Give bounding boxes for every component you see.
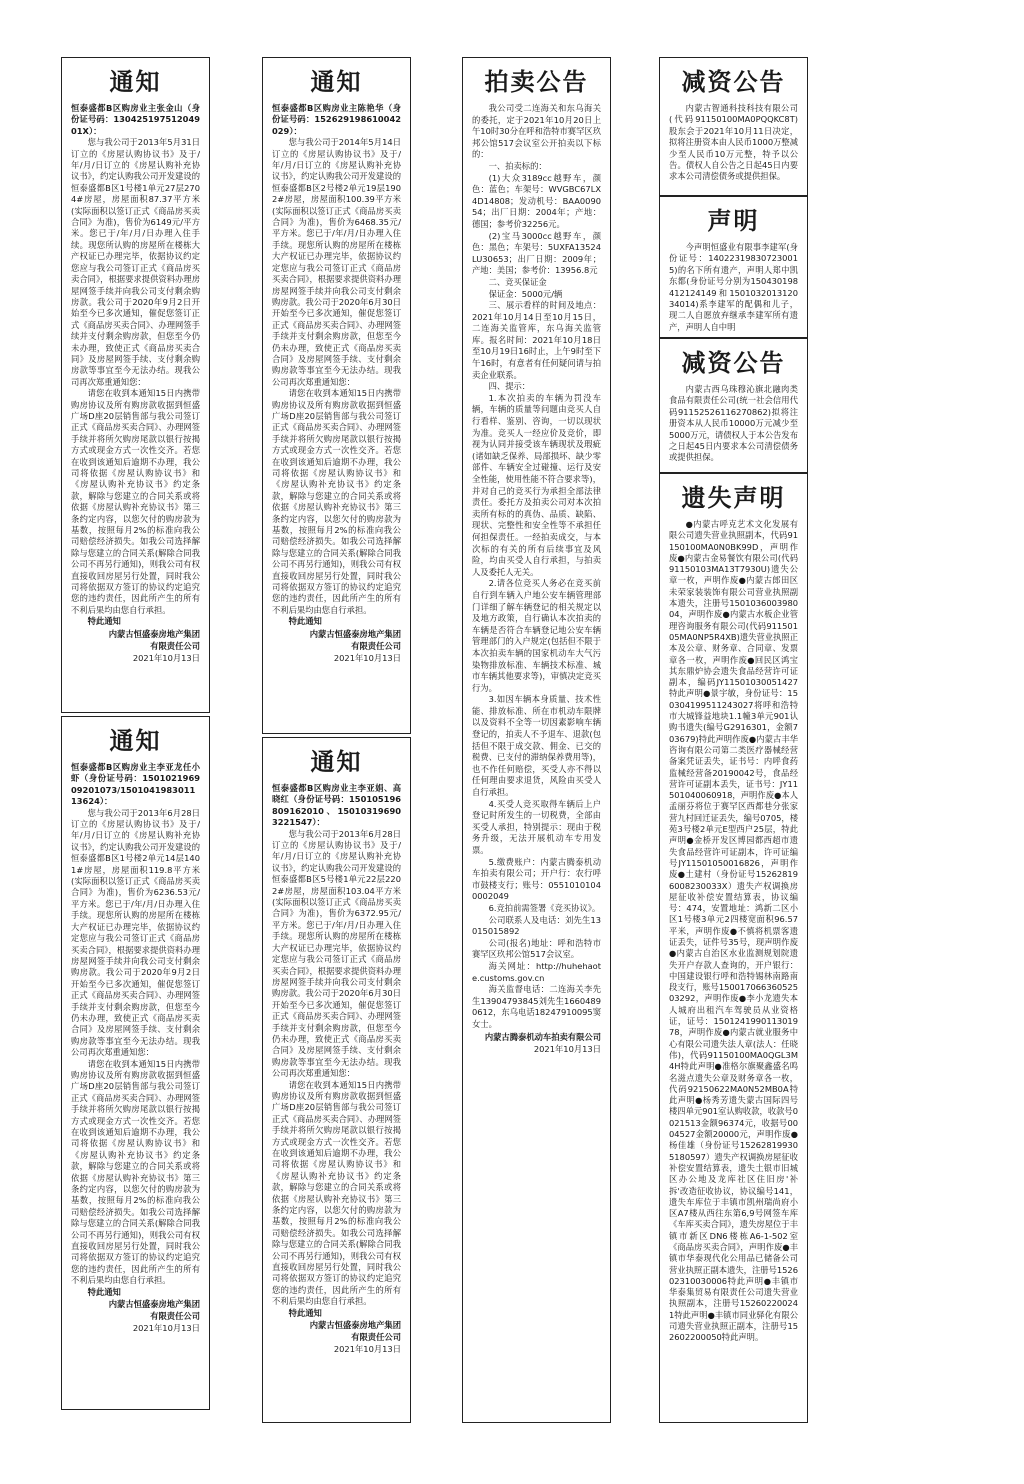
auction-box — [462, 57, 611, 1423]
notice-closing: 特此通知 — [288, 616, 322, 627]
statement-text: 今声明恒盛业有限事李建军(身份证号：140223198307230015)的名下所有遗产，声明人郑中凯东都(身份证号分别为150430198412124149和150103201312034014)系李建军的配偶和儿子，现二人自愿放弃继承李建军所有遗产，声明人自中明 — [669, 242, 798, 332]
statement-box — [659, 196, 808, 338]
auction-paragraph: 公司联系人及电话：刘先生13015015892 — [472, 914, 601, 937]
notice-closing: 特此通知 — [288, 1307, 322, 1318]
auction-paragraph: 1.本次拍卖的车辆为罚没车辆，车辆的质量等问题由竞买人自行看样、鉴别、咨询，一切以现状为准。竞买人一经应价及竞价，即视为认同并接受该车辆现状及瑕疵(诸如缺乏保养、局部损坏、缺少零部件、车辆安全过碰撞、运行及安全性能，使用性能不符合要求等)，并对自己的竞买行为承担全部法律责任。委托方及拍卖公司对本次拍卖所有标的的真伪、品质、缺陷、现状、完整性和安全性等不承担任何担保责任。一经拍卖成交，与本次标的有关的所有后续事宜及风险，均由买受人自行承担，与拍卖人及委托人无关。 — [472, 392, 601, 577]
reduce-capital-box-1 — [659, 57, 808, 196]
notice-body — [62, 103, 209, 628]
notice-date: 2021年10月13日 — [333, 1344, 401, 1355]
auction-paragraph: (2)宝马3000cc越野车，颜色：黑色；车架号：5UXFA13524LU30653；出厂日期：2009年；产地：美国；参考价：13956.8元 — [472, 230, 601, 276]
auction-paragraph: 公司(报名)地址：呼和浩特市赛罕区玖邦公馆517会议室。 — [472, 937, 601, 960]
notice-addressee: 恒泰盛都B区购房业主李亚龙任小虾（身份证号码：150102196909201073/150104198301113624）： — [71, 762, 200, 807]
notice-closing: 特此通知 — [87, 616, 121, 627]
signature-line: 内蒙古恒盛泰房地产集团 — [108, 628, 200, 639]
auction-paragraph: 海关监督电话：二连海关李先生13904793845刘先生16604890612，东乌电话18247910095窦女士。 — [472, 984, 601, 1029]
reduce-capital-text: 内蒙古西乌珠穆沁旗北融肉类食品有限责任公司(统一社会信用代码91152526116270862)拟将注册资本从人民币10000万元减少至5000万元，请债权人于本公告发布之日起45日内要求本公司清偿债务或提供担保。 — [669, 384, 798, 463]
auction-paragraph: 我公司受二连海关和东乌海关的委托，定于2021年10月20日上午10时30分在呼和浩特市赛罕区玖邦公馆517会议室公开拍卖以下标的： — [472, 103, 601, 160]
lost-statement-text: ●内蒙古呼克艺术文化发展有限公司遗失营业执照副本，代码91150100MA0N0BK99D，声明作废●内蒙古金易餐饮有限公司(代码91150103MA13T7930U)遗失公章一枚，声明作废●内蒙古郎田区未荣家装装饰有限公司营业执照副本遗失，注册号150103600398004，声明作废●内蒙古水板企业管理咨询服务有限公司(代码91150105MA0NP5R4XB)遗失营业执照正本及公章、财务章、合同章、发票章各一枚，声明作废●回民区鸿宝其东鼎炉协会遗失食品经营许可证副本，编码JY11501030051427特此声明●景宇敏，身份证号：150304199511243027将呼和浩特市大城锋益地块1.1幢3单元901认购书遗失(编号G2916301，金额703679)特此声明作废●内蒙古丰华咨询有限公司第二类医疗器械经营备案凭证丢失，证书号：内呼食药监械经营备20190042号，食品经营许可证副本丢失，证书号：JY11501040060918，声明作废●本人孟丽芬将位于赛罕区西都巷分张家营九村回迁证丢失，编号0705，楼苑3号楼2单元E型西户25层，特此声明●金桥开发区博园都西超市遗失食品经营许可证副本，许可证编号JY11501050016826，声明作废●土建村（身份证号152628196008230033X）遗失产权调换房屋征收补偿安置结算表，协议编号：474，安置地址：鸿新二区小区1号楼3单元2四楼宽面积96.57平米，声明作废●不慎将机票客遗证丢失，证件号35号，现声明作废●内蒙古自治区水业监测规划院遗失开户存款人查询的，开户银行：中国建设银行呼和浩特锡林南路南段支行，账号15001706636052503292，声明作废●李小龙遗失本人城府出租汽车驾驶员从业资格证，证号：150124199011301978，声明作废●内蒙古就业服务中心有限公司遗失法人章(法人：任晓伟)，代码91150100MA0QGL3M4H特此声明●准格尔旗聚鑫盛名鸣名滋点遗失公章及财务章各一枚，代码92150622MA0N52MB0A特此声明●杨秀芳遗失蒙古国际四号楼四单元901室认购收款，收款号0021513金额96374元，收据号0004527金额20000元，声明作废●杨佳雄（身份证号152628199305180597）遗失产权调换房屋征收补偿安置结算表，遗失土银市旧城区办公地及龙库社区住旧房'补拆'改造征收协议，协议编号141，遗失车库位于丰镇市凯州瑞尚府小区A7楼从西往东第6,9号网签车库《车库买卖合同》，遗失房屋位于丰镇市新区DN6楼栋A6-1-502室《商品房买卖合同》，声明作废●丰镇市华泰现代化公用品已储备公司营业执照正副本遗失，注册号152602310030006特此声明●丰镇市华泰集贸易有限责任公司遗失营业执照副本，注册号152602200241特此声明●丰镇市同业驿化有限公司遗失营业执照正副本，注册号152602200050特此声明。 — [669, 519, 798, 1343]
notice-closing: 特此通知 — [87, 1286, 121, 1297]
auction-paragraph: 5.缴费账户：内蒙古腾泰机动车拍卖有限公司；开户行：农行呼市鼓楼支行；账号：05510101040002049 — [472, 856, 601, 902]
lost-statement-body — [660, 519, 807, 1344]
auction-date: 2021年10月13日 — [533, 1043, 601, 1054]
notice-addressee: 恒泰盛都B区购房业主李亚娟、高晓红（身份证号码：150105196809162010、150103196903221547）： — [272, 783, 401, 828]
notice-date: 2021年10月13日 — [333, 652, 401, 663]
notice-paragraph: 请您在收到本通知15日内携带购房协议及所有购房款收据到恒盛广场D座20层销售部与我公司签订正式《商品房买卖合同》、办理网签手续并将所欠购房尾款以银行按揭方式或现金方式一次性交齐。若您在收到该通知后逾期不办理，我公司将依据《房屋认购协议书》和《房屋认购补充协议书》约定条款，解除与您建立的合同关系或将依据《房屋认购补充协议书》第三条约定内容，以您欠付的购房款为基数，按照每月2%的标准向我公司赔偿经济损失。如我公司选择解除与您建立的合同关系(解除合同我公司不再另行通知)，则我公司有权直接收回房屋另行处置，同时我公司将依据双方签订的协议约定追究您的违约责任，因此所产生的所有不利后果均由您自行承担。 — [71, 1058, 200, 1286]
notice-box-2 — [61, 716, 210, 1410]
reduce-capital-text: 内蒙古智通科技科技有限公司(代码91150100MA0PQQKC8T)股东会于2021年10月11日决定，拟将注册资本由人民币1000万整减少至人民币10万元整，特予以公告。债权人自公告之日起45日内要求本公司清偿债务或提供担保。 — [669, 103, 798, 182]
auction-paragraph: 2.请各位竞买人务必在竞买前自行到车辆入户地公安车辆管理部门详细了解车辆登记的相关规定以及地方政策，自行确认本次拍卖的车辆是否符合车辆登记地公安车辆管理部门的入户规定(包括但不限于本次拍卖车辆的国家机动车大气污染物排放标准、车辆技术标准、城市车辆其他要求等)，审慎决定竞买行为。 — [472, 578, 601, 693]
signature-line: 有限责任公司 — [150, 1311, 200, 1322]
auction-paragraph: 一、拍卖标的： — [488, 160, 547, 171]
auction-paragraph: 二、竞买保证金 — [488, 276, 547, 287]
statement-body — [660, 242, 807, 333]
auction-paragraph: 6.竞拍前需签署《竞买协议》。 — [488, 902, 601, 913]
auction-title: 拍卖公告 — [484, 68, 589, 96]
auction-paragraph: 海关网址：http://huhehaote.customs.gov.cn — [472, 960, 601, 983]
notice-box-4 — [262, 737, 411, 1423]
notice-body — [263, 783, 410, 1319]
notice-addressee: 恒泰盛都B区购房业主陈艳华（身份证号码：152629198610042029）： — [272, 103, 401, 136]
auction-body — [463, 103, 610, 1031]
signature-line: 内蒙古恒盛泰房地产集团 — [309, 1320, 401, 1331]
notice-paragraph: 请您在收到本通知15日内携带购房协议及所有购房款收据到恒盛广场D座20层销售部与我公司签订正式《商品房买卖合同》、办理网签手续并将所欠购房尾款以银行按揭方式或现金方式一次性交齐。若您在收到该通知后逾期不办理，我公司将依据《房屋认购协议书》和《房屋认购补充协议书》约定条款，解除与您建立的合同关系或将依据《房屋认购补充协议书》第三条约定内容，以您欠付的购房款为基数，按照每月2%的标准向我公司赔偿经济损失。如我公司选择解除与您建立的合同关系(解除合同我公司不再另行通知)，则我公司有权直接收回房屋另行处置，同时我公司将依据双方签订的协议约定追究您的违约责任，因此所产生的所有不利后果均由您自行承担。 — [272, 388, 401, 615]
notice-title: 通知 — [310, 748, 363, 776]
notice-title: 通知 — [109, 727, 162, 755]
auction-paragraph: 3.如因车辆本身质量、技术性能、排放标准、所在市机动车限牌以及资料不全等一切因素影响车辆登记的，拍卖人不予退车、退款(包括但不限于成交款、佣金、已交的税费、已支付的滞纳保养费用等)，也不作任何赔偿，买受人亦不得以任何理由要求退货，风险由买受人自行承担。 — [472, 694, 601, 798]
auction-paragraph: 三、展示看样的时间及地点：2021年10月14日至10月15日，二连海关监管库，东乌海关监管库。报名时间：2021年10月18日至10月19日16时止，上午9时至下午16时，有意者有任何疑问请与拍卖企业联系。 — [472, 300, 601, 380]
notice-paragraph: 请您在收到本通知15日内携带购房协议及所有购房款收据到恒盛广场D座20层销售部与我公司签订正式《商品房买卖合同》、办理网签手续并将所欠购房尾款以银行按揭方式或现金方式一次性交齐。若您在收到该通知后逾期不办理，我公司将依据《房屋认购协议书》和《房屋认购补充协议书》约定条款，解除与您建立的合同关系或将依据《房屋认购补充协议书》第三条约定内容，以您欠付的购房款为基数，按照每月2%的标准向我公司赔偿经济损失。如我公司选择解除与您建立的合同关系(解除合同我公司不再另行通知)，则我公司有权直接收回房屋另行处置，同时我公司将依据双方签订的协议约定追究您的违约责任，因此所产生的所有不利后果均由您自行承担。 — [272, 1079, 401, 1307]
reduce-capital-body — [660, 384, 807, 464]
notice-box-1 — [61, 57, 210, 713]
statement-title: 声明 — [707, 207, 760, 235]
signature-line: 有限责任公司 — [351, 640, 401, 651]
auction-paragraph: 四、提示： — [488, 381, 531, 392]
notice-date: 2021年10月13日 — [132, 652, 200, 663]
auction-paragraph: (1)大众3189cc越野车，颜色：蓝色；车架号：WVGBC67LX4D14808；发动机号：BAA009054；出厂日期：2004年；产地：德国；参考价32256元。 — [472, 172, 601, 229]
signature-line: 有限责任公司 — [150, 640, 200, 651]
notice-title: 通知 — [310, 68, 363, 96]
notice-paragraph: 您与我公司于2013年6月28日订立的《房屋认购协议书》及于/年/月/日订立的《房屋认购补充协议书》，约定认购我公司开发建设的恒泰盛都B区1号楼2单元14层1401#房屋，房屋面积119.8平方米(实际面积以签订正式《商品房买卖合同》为准)，售价为6236.53元/平方米。您已于/年/月/日办理入住手续。现您所认购的房屋所在楼栋大产权证已办理完毕，依据协议约定您应与我公司签订正式《商品房买卖合同》，根据要求提供资料办理房屋网签手续并向我公司支付剩余购房款。我公司于2020年9月2日开始至今已多次通知，催促您签订正式《商品房买卖合同》、办理网签手续并支付剩余购房款，但您至今仍未办理，致使正式《商品房买卖合同》及房屋网签手续、支付剩余购房款等事宜至今无法办结。现我公司再次郑重通知您： — [71, 807, 200, 1058]
signature-line: 有限责任公司 — [351, 1332, 401, 1343]
reduce-capital-box-2 — [659, 338, 808, 473]
notice-paragraph: 您与我公司于2013年5月31日订立的《房屋认购协议书》及于/年/月/日订立的《房屋认购补充协议书》，约定认购我公司开发建设的恒泰盛都B区1号楼1单元27层2704#房屋，房屋面积87.37平方米(实际面积以签订正式《商品房买卖合同》为准)，售价为6149元/平方米。您已于/年/月/日办理入住手续。现您所认购的房屋所在楼栋大产权证已办理完毕，依据协议约定您应与我公司签订正式《商品房买卖合同》，根据要求提供资料办理房屋网签手续并向我公司支付剩余购房款。我公司于2020年9月2日开始至今已多次通知，催促您签订正式《商品房买卖合同》、办理网签手续并支付剩余购房款，但您至今仍未办理，致使正式《商品房买卖合同》及房屋网签手续、支付剩余购房款等事宜至今无法办结。现我公司再次郑重通知您： — [71, 137, 200, 387]
notice-title: 通知 — [109, 68, 162, 96]
notice-body — [62, 762, 209, 1298]
notice-paragraph: 您与我公司于2013年6月28日订立的《房屋认购协议书》及于/年/月/日订立的《房屋认购补充协议书》，约定认购我公司开发建设的恒泰盛都B区5号楼1单元22层2202#房屋，房屋面积103.04平方米(实际面积以签订正式《商品房买卖合同》为准)，售价为6372.95元/平方米。您已于/年/月/日办理入住手续。现您所认购的房屋所在楼栋大产权证已办理完毕，依据协议约定您应与我公司签订正式《商品房买卖合同》，根据要求提供资料办理房屋网签手续并向我公司支付剩余购房款。我公司于2020年6月30日开始至今已多次通知，催促您签订正式《商品房买卖合同》、办理网签手续并支付剩余购房款，但您至今仍未办理，致使正式《商品房买卖合同》及房屋网签手续、支付剩余购房款等事宜至今无法办结。现我公司再次郑重通知您： — [272, 828, 401, 1079]
reduce-capital-title: 减资公告 — [681, 68, 786, 96]
signature-line: 内蒙古恒盛泰房地产集团 — [108, 1299, 200, 1310]
notice-box-3 — [262, 57, 411, 734]
signature-line: 内蒙古恒盛泰房地产集团 — [309, 628, 401, 639]
notice-addressee: 恒泰盛都B区购房业主张金山（身份证号码：130425197512049​01X）： — [71, 103, 200, 136]
auction-paragraph: 保证金：5000元/辆 — [488, 288, 563, 299]
lost-statement-title: 遗失声明 — [681, 484, 786, 512]
notice-paragraph: 您与我公司于2014年5月14日订立的《房屋认购协议书》及于/年/月/日订立的《房屋认购补充协议书》，约定认购我公司开发建设的恒泰盛都B区2号楼2单元19层1902#房屋，房屋面积100.39平方米(实际面积以签订正式《商品房买卖合同》为准)，售价为6468.35元/平方米。您已于/年/月/日办理入住手续。现您所认购的房屋所在楼栋大产权证已办理完毕，依据协议约定您应与我公司签订正式《商品房买卖合同》，根据要求提供资料办理房屋网签手续并向我公司支付剩余购房款。我公司于2020年6月30日开始至今已多次通知，催促您签订正式《商品房买卖合同》、办理网签手续并支付剩余购房款，但您至今仍未办理，致使正式《商品房买卖合同》及房屋网签手续、支付剩余购房款等事宜至今无法办结。现我公司再次郑重通知您： — [272, 137, 401, 387]
reduce-capital-body — [660, 103, 807, 183]
notice-date: 2021年10月13日 — [132, 1323, 200, 1334]
notice-paragraph: 请您在收到本通知15日内携带购房协议及所有购房款收据到恒盛广场D座20层销售部与我公司签订正式《商品房买卖合同》、办理网签手续并将所欠购房尾款以银行按揭方式或现金方式一次性交齐。若您在收到该通知后逾期不办理，我公司将依据《房屋认购协议书》和《房屋认购补充协议书》约定条款，解除与您建立的合同关系或将依据《房屋认购补充协议书》第三条约定内容，以您欠付的购房款为基数，按照每月2%的标准向我公司赔偿经济损失。如我公司选择解除与您建立的合同关系(解除合同我公司不再另行通知)，则我公司有权直接收回房屋另行处置，同时我公司将依据双方签订的协议约定追究您的违约责任，因此所产生的所有不利后果均由您自行承担。 — [71, 388, 200, 615]
reduce-capital-title: 减资公告 — [681, 349, 786, 377]
auction-signature: 内蒙古腾泰机动车拍卖有限公司 — [484, 1031, 601, 1042]
auction-paragraph: 4.买受人竞买取得车辆后上户登记时所发生的一切税费，全部由买受人承担，特别提示：现由于税务升级，无法开展机动车专用发票。 — [472, 798, 601, 855]
lost-statement-box — [659, 473, 808, 1423]
notice-body — [263, 103, 410, 628]
